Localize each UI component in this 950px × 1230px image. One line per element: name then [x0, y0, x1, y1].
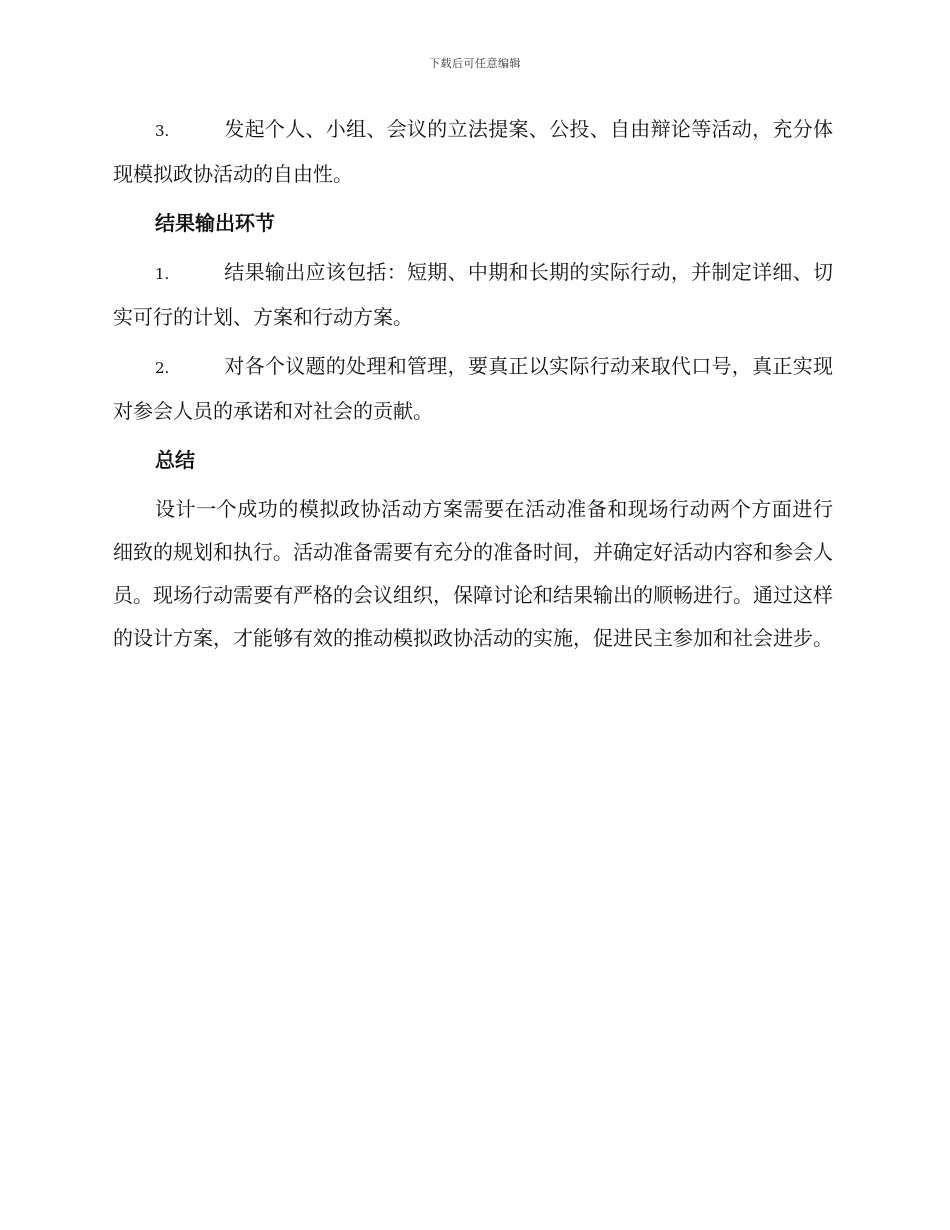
document-body: [113, 108, 833, 666]
list-item-1: [113, 251, 833, 339]
section-heading-summary: 总结: [155, 448, 195, 472]
list-item-3: [113, 108, 833, 196]
list-number: 3.: [155, 122, 170, 140]
list-item-2: [113, 345, 833, 433]
list-number: 1.: [155, 265, 170, 283]
list-item-text: 发起个人、小组、会议的立法提案、公投、自由辩论等活动，充分体现模拟政协活动的自由性。: [113, 117, 833, 186]
summary-paragraph: 设计一个成功的模拟政协活动方案需要在活动准备和现场行动两个方面进行细致的规划和执行。活动准备需要有充分的准备时间，并确定好活动内容和参会人员。现场行动需要有严格的会议组织，保障讨论和结果输出的顺畅进行。通过这样的设计方案，才能够有效的推动模拟政协活动的实施，促进民主参加和社会进步。: [113, 497, 833, 650]
list-number: 2.: [155, 359, 170, 377]
section-heading-output: 结果输出环节: [155, 211, 275, 235]
list-item-text: 对各个议题的处理和管理，要真正以实际行动来取代口号，真正实现对参会人员的承诺和对社会的贡献。: [113, 354, 833, 423]
list-item-text: 结果输出应该包括：短期、中期和长期的实际行动，并制定详细、切实可行的计划、方案和行动方案。: [113, 260, 833, 329]
page-header: 下载后可任意编辑: [429, 57, 521, 70]
